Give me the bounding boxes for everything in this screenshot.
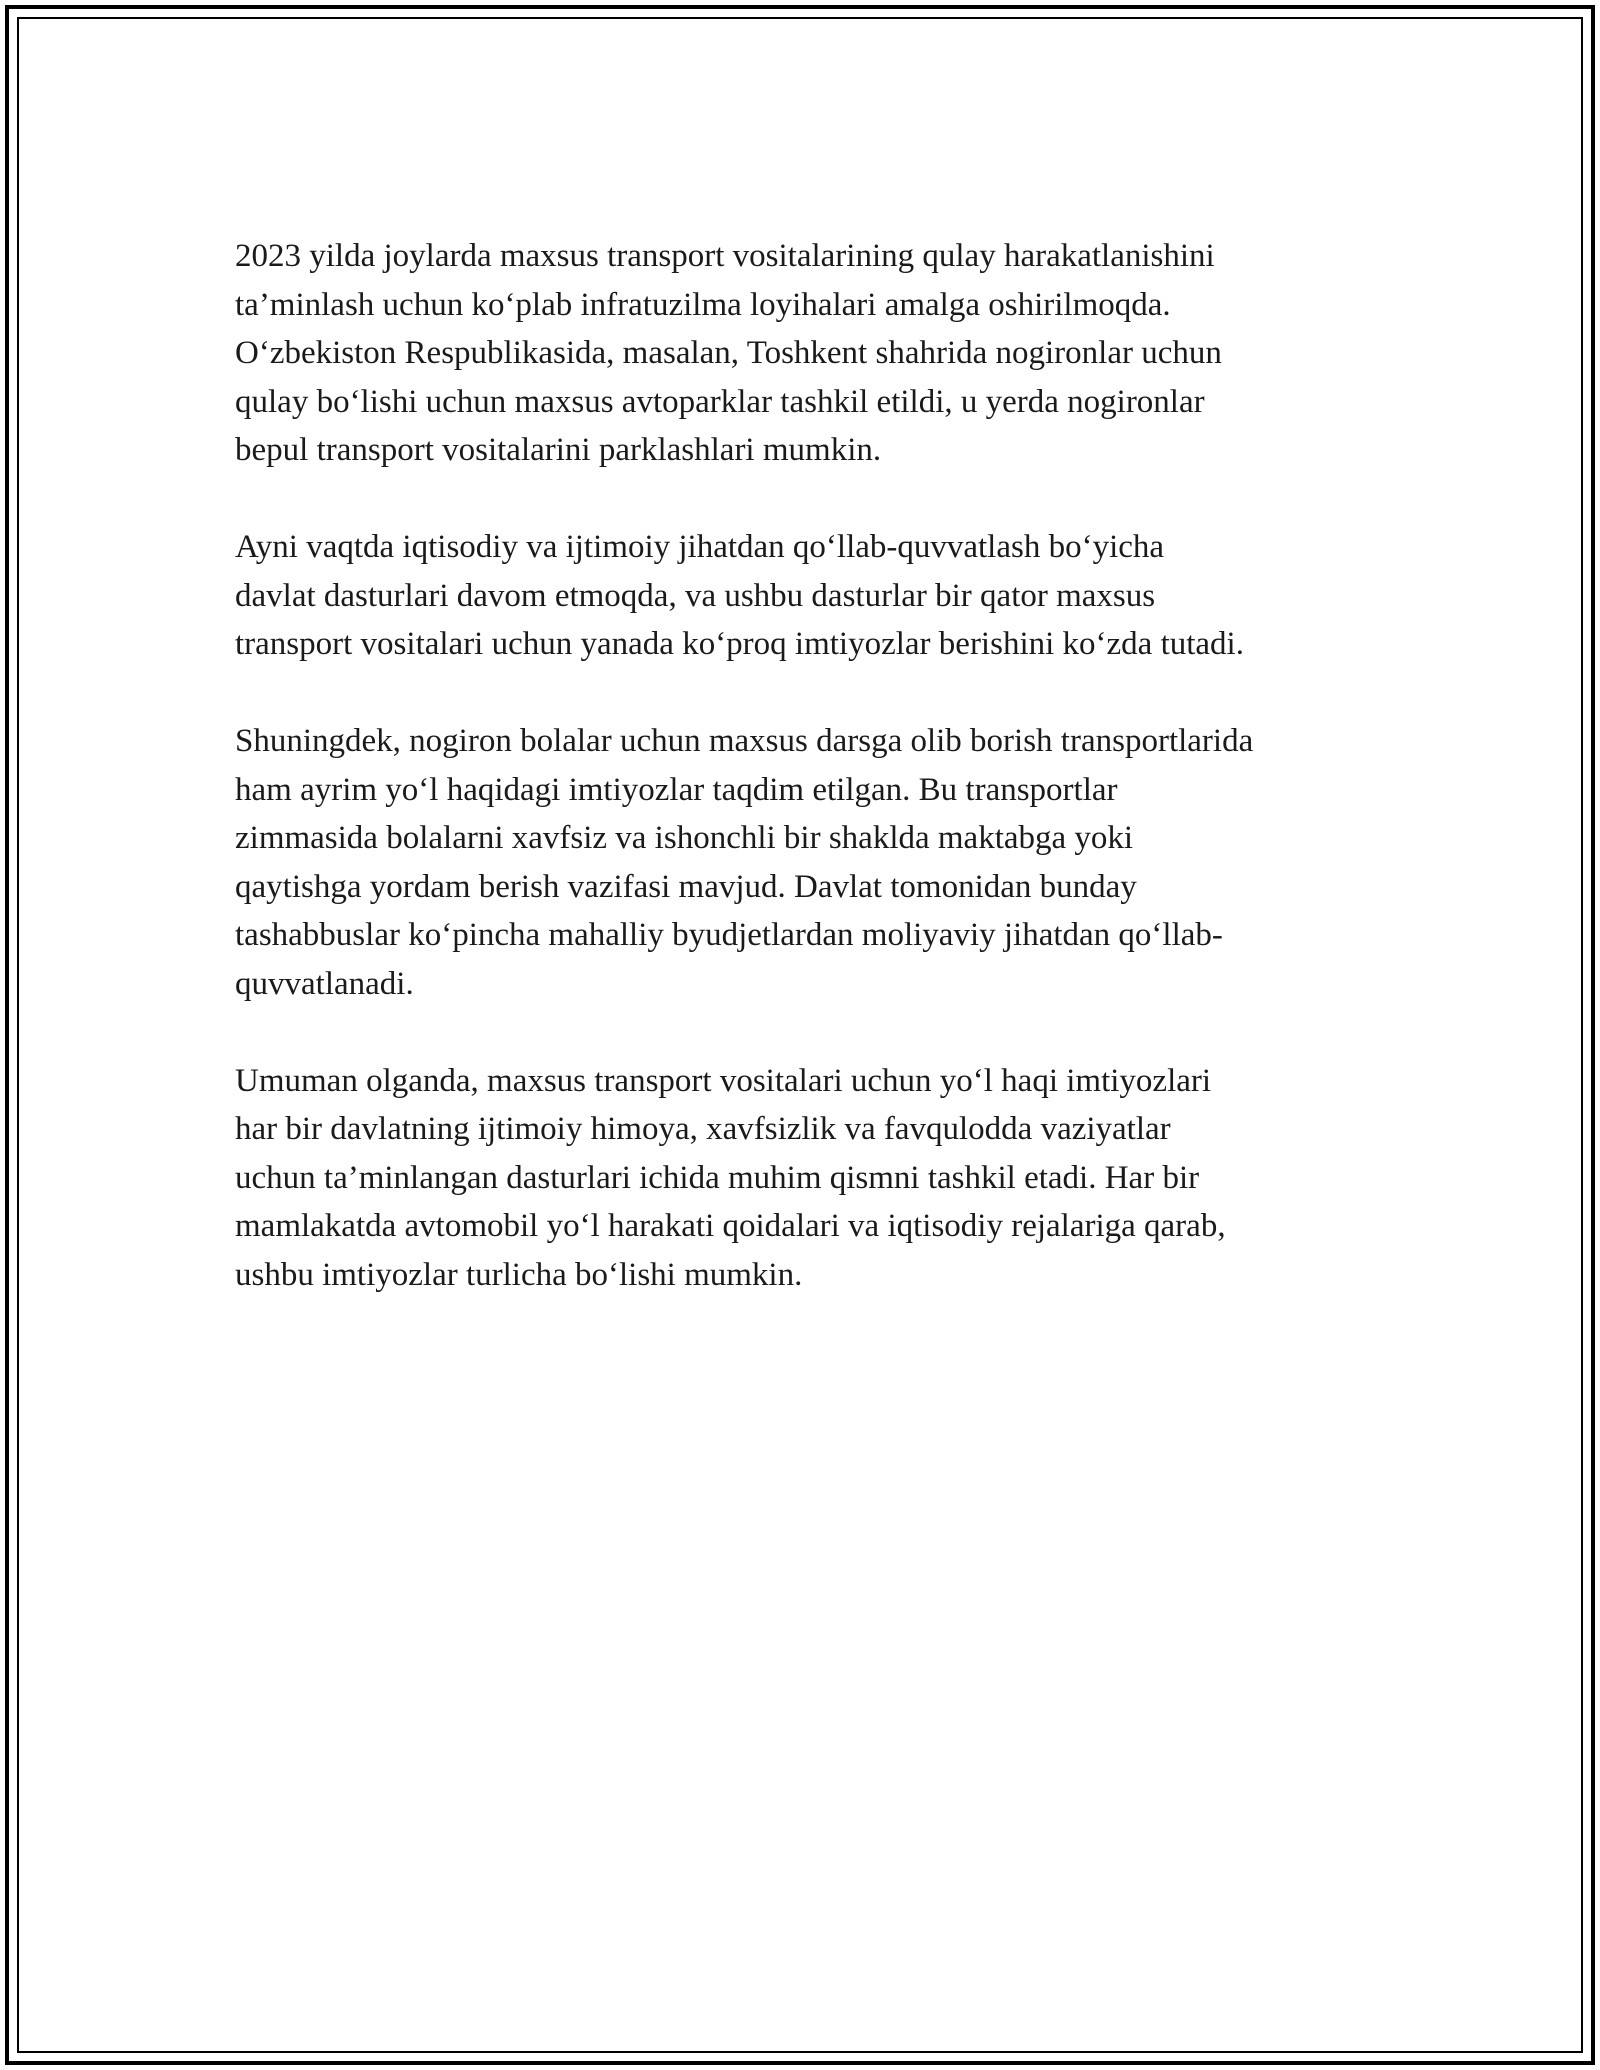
text-line: zimmasida bolalarni xavfsiz va ishonchli bir shaklda maktabga yoki — [235, 820, 1134, 856]
text-line: Umuman olganda, maxsus transport vositalari uchun yo‘l haqi imtiyozlari — [235, 1062, 1212, 1099]
text-line: har bir davlatning ijtimoiy himoya, xavfsizlik va favqulodda vaziyatlar — [235, 1111, 1171, 1147]
paragraph-1 — [235, 232, 1395, 475]
text-line: tashabbuslar ko‘pincha mahalliy byudjetlardan moliyaviy jihatdan qo‘llab- — [235, 917, 1223, 953]
text-line: ta’minlash uchun ko‘plab infratuzilma loyihalari amalga oshirilmoqda. — [235, 286, 1171, 323]
text-line: ushbu imtiyozlar turlicha bo‘lishi mumkin. — [235, 1256, 803, 1293]
text-line: ham ayrim yo‘l haqidagi imtiyozlar taqdim etilgan. Bu transportlar — [235, 771, 1118, 808]
text-line: davlat dasturlari davom etmoqda, va ushbu dasturlar bir qator maxsus — [235, 577, 1156, 614]
text-line: uchun ta’minlangan dasturlari ichida muhim qismni tashkil etadi. Har bir — [235, 1159, 1200, 1196]
text-line: mamlakatda avtomobil yo‘l harakati qoidalari va iqtisodiy rejalariga qarab, — [235, 1208, 1226, 1244]
document-body — [235, 232, 1395, 1348]
text-line: O‘zbekiston Respublikasida, masalan, Toshkent shahrida nogironlar uchun — [235, 335, 1222, 371]
text-line: transport vositalari uchun yanada ko‘proq imtiyozlar berishini ko‘zda tutadi. — [235, 626, 1244, 662]
paragraph-3 — [235, 717, 1395, 1008]
text-line: Ayni vaqtda iqtisodiy va ijtimoiy jihatdan qo‘llab-quvvatlash bo‘yicha — [235, 529, 1165, 565]
text-line: qulay bo‘lishi uchun maxsus avtoparklar tashkil etildi, u yerda nogironlar — [235, 383, 1205, 420]
text-line: bepul transport vositalarini parklashlari mumkin. — [235, 432, 882, 468]
text-line: 2023 yilda joylarda maxsus transport vositalarining qulay harakatlanishini — [235, 238, 1215, 274]
paragraph-4 — [235, 1057, 1395, 1300]
paragraph-2 — [235, 523, 1395, 669]
text-line: Shuningdek, nogiron bolalar uchun maxsus darsga olib borish transportlarida — [235, 723, 1254, 759]
text-line: quvvatlanadi. — [235, 965, 414, 1002]
text-line: qaytishga yordam berish vazifasi mavjud. Davlat tomonidan bunday — [235, 868, 1137, 905]
